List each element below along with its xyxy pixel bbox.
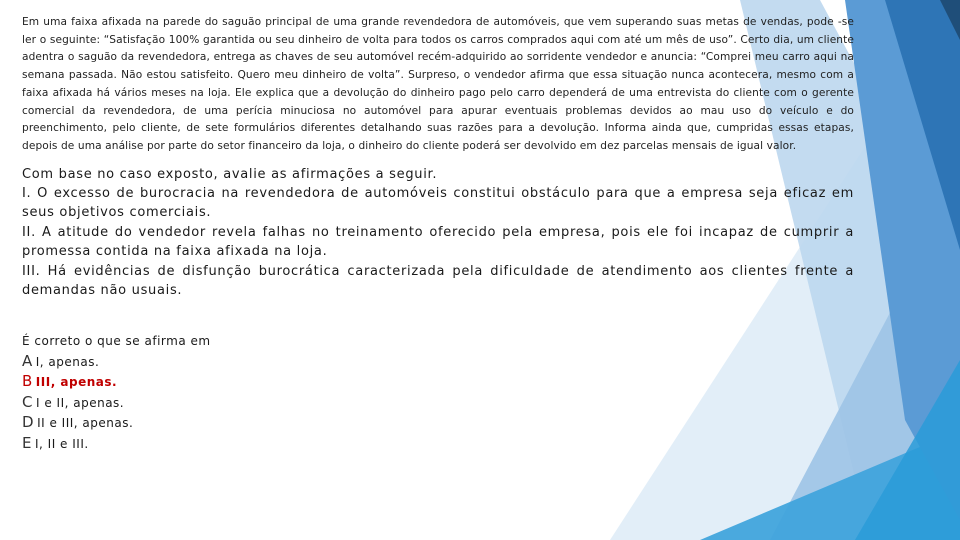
option-text: III, apenas. [35, 375, 118, 390]
question-prompt: É correto o que se afirma em [22, 334, 211, 349]
answer-option-b[interactable] [22, 372, 854, 392]
answer-option-c[interactable] [22, 393, 854, 413]
statements-block [22, 165, 854, 301]
case-passage: Em uma faixa afixada na parede do saguão principal de uma grande revendedora de automóveis, que vem superando suas metas de vendas, pode -se ler o seguinte: “Satisfação 100% garantida ou seu dinheiro de volta para todos os carros comprados aqui com até um mês de uso”. Certo dia, um cliente adentra o saguão da revendedora, entrega as chaves de seu automóvel recém-adquirido ao sorridente vendedor e anuncia: “Comprei meu carro aqui na semana passada. Não estou satisfeito. Quero meu dinheiro de volta”. Surpreso, o vendedor afirma que essa situação nunca acontecera, mesmo com a faixa afixada há vários meses na loja. Ele explica que a devolução do dinheiro pago pelo carro dependerá de uma entrevista do cliente com o gerente comercial da revendedora, de uma perícia minuciosa no automóvel para apurar eventuais problemas devidos ao mau uso do veículo e do preenchimento, pelo cliente, de sete formulários diferentes detalhando suas razões para a devolução. Informa ainda que, cumpridas essas etapas, depois de uma análise por parte do setor financeiro da loja, o dinheiro do cliente poderá ser devolvido em dez parcelas mensais de igual valor. [22, 16, 854, 152]
statement-item: II. A atitude do vendedor revela falhas no treinamento oferecido pela empresa, pois ele foi incapaz de cumprir a promessa contida na faixa afixada na loja. [22, 224, 854, 260]
option-letter: E [22, 433, 32, 452]
answer-option-e[interactable] [22, 434, 854, 454]
option-text: I, apenas. [35, 354, 100, 369]
option-text: II e III, apenas. [37, 416, 134, 431]
statement-item: III. Há evidências de disfunção burocrática caracterizada pela dificuldade de atendimento aos clientes frente a demandas não usuais. [22, 263, 854, 299]
option-letter: C [22, 392, 33, 411]
option-letter: A [22, 351, 33, 370]
option-text: I e II, apenas. [35, 395, 125, 410]
statements-intro: Com base no caso exposto, avalie as afirmações a seguir. [22, 166, 438, 182]
question-block [22, 332, 854, 453]
slide-content [22, 14, 854, 454]
statement-item: I. O excesso de burocracia na revendedora de automóveis constitui obstáculo para que a empresa seja eficaz em seus objetivos comerciais. [22, 186, 854, 221]
option-text: I, II e III. [34, 436, 89, 451]
answer-option-d[interactable] [22, 413, 854, 433]
option-letter: D [22, 413, 35, 432]
option-letter: B [22, 372, 33, 391]
answer-option-a[interactable] [22, 352, 854, 372]
